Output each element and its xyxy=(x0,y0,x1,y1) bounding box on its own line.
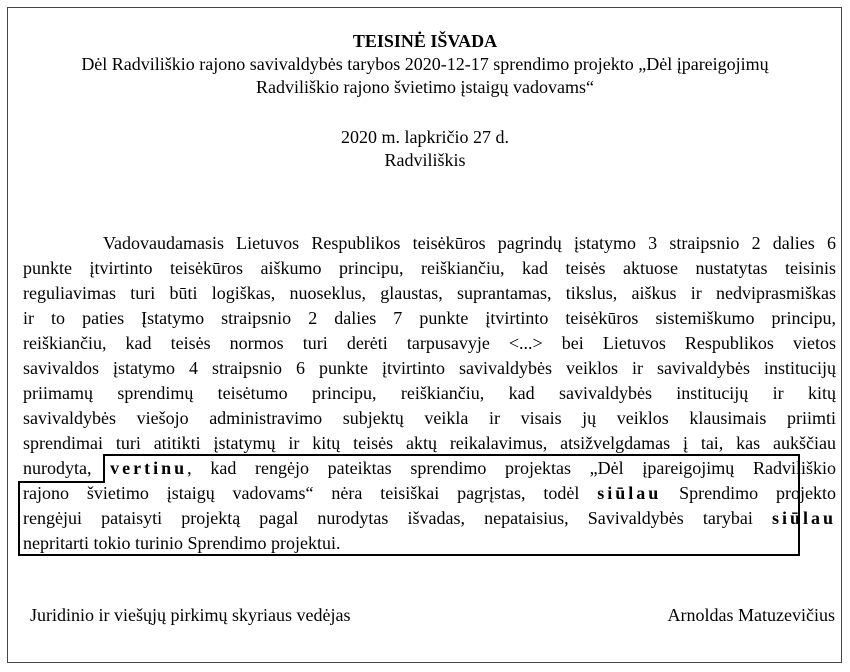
body-line xyxy=(23,481,836,505)
subject-line-2: Radviliškio rajono švietimo įstaigų vadovams“ xyxy=(256,77,594,97)
text-segment: Sprendimo projekto xyxy=(661,483,836,503)
body-line: ir to paties Įstatymo straipsnio 2 dalies 7 punkte įtvirtinto teisėkūros sistemiškumo principu, xyxy=(23,308,836,328)
text-segment: rajono švietimo įstaigų vadovams“ nėra teisiškai pagrįstas, todėl xyxy=(23,483,598,503)
body-line xyxy=(23,506,836,530)
body-line: reguliavimas turi būti logiškas, nuoseklus, glaustas, suprantamas, tikslus, aiškus ir nedviprasmiškas xyxy=(23,283,836,303)
body-line: punkte įtvirtinto teisėkūros aiškumo principu, reiškiančiu, kad teisės aktuose nustatytas teisinis xyxy=(23,258,836,278)
body-line: savivaldybės viešojo administravimo subjektų veikla ir visais jų veiklos klausimais priimti xyxy=(23,408,836,428)
body-line: priimamų sprendimų teisėtumo principu, reiškiančiu, kad savivaldybės institucijų ir kitų xyxy=(23,383,836,403)
body-line: nepritarti tokio turinio Sprendimo projektui. xyxy=(23,533,341,553)
emphasis-vertinu: vertinu xyxy=(110,458,188,478)
signatory-position: Juridinio ir viešųjų pirkimų skyriaus vedėjas xyxy=(30,605,351,625)
document-date: 2020 m. lapkričio 27 d. xyxy=(341,127,509,147)
body-line: Vadovaudamasis Lietuvos Respublikos teisėkūros pagrindų įstatymo 3 straipsnio 2 dalies 6 xyxy=(103,233,836,253)
body-line: reiškiančiu, kad teisės normos turi derėti tarpusavyje <...> bei Lietuvos Respublikos vietos xyxy=(23,333,836,353)
body-line: sprendimai turi atitikti įstatymų ir kitų teisės aktų reikalavimus, atsižvelgdamas į tai, kas aukščiau xyxy=(23,433,836,453)
text-segment: , kad rengėjo pateiktas sprendimo projektas „Dėl įpareigojimų Radviliškio xyxy=(187,458,836,478)
emphasis-siulau: siūlau xyxy=(597,483,662,503)
subject-line-1: Dėl Radviliškio rajono savivaldybės tarybos 2020-12-17 sprendimo projekto „Dėl įpareigojimų xyxy=(81,54,769,74)
body-line xyxy=(23,456,836,480)
emphasis-siulau: siūlau xyxy=(771,508,836,528)
body-line: savivaldos įstatymo 4 straipsnio 6 punkte įtvirtinto savivaldybės veiklos ir savivaldybės institucijų xyxy=(23,358,836,378)
document-title: TEISINĖ IŠVADA xyxy=(352,31,498,51)
text-segment: nurodyta, xyxy=(23,458,111,478)
signatory-name: Arnoldas Matuzevičius xyxy=(667,605,835,625)
text-segment: rengėjui pataisyti projektą pagal nurodytas išvadas, nepataisius, Savivaldybės tarybai xyxy=(23,508,772,528)
document-place: Radviliškis xyxy=(384,150,466,170)
